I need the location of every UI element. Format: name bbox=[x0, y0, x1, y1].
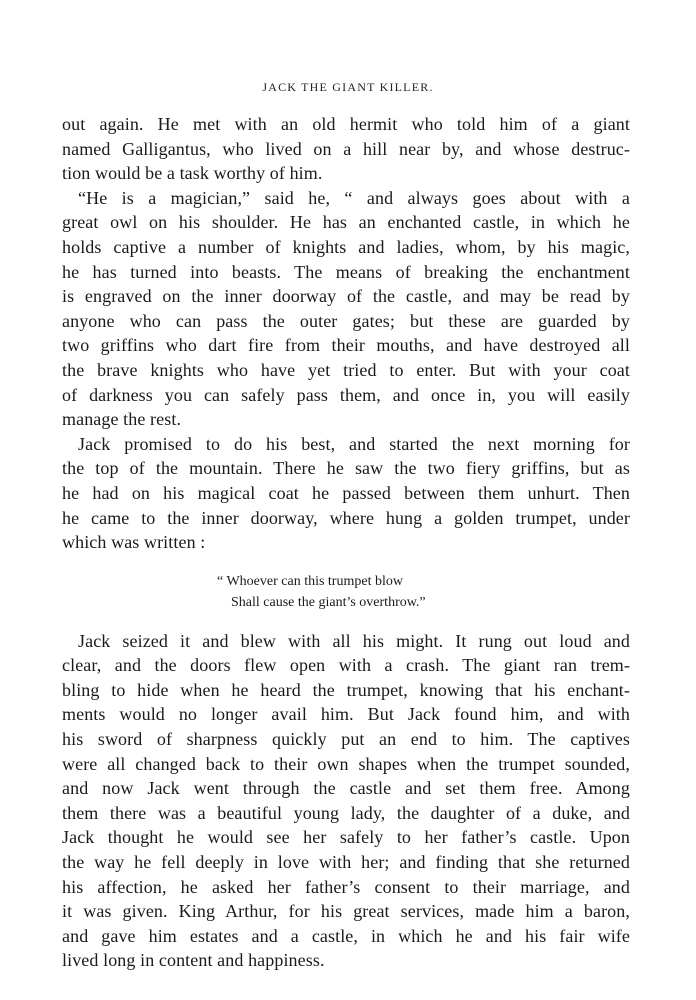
text-line: he had on his magical coat he passed between them unhurt. Then bbox=[62, 482, 630, 503]
text-line: his sword of sharpness quickly put an end to him. The captives bbox=[62, 729, 630, 750]
text-line: holds captive a number of knights and ladies, whom, by his magic, bbox=[62, 236, 630, 257]
verse-line: “ Whoever can this trumpet blow bbox=[217, 573, 403, 589]
text-line: tion would be a task worthy of him. bbox=[62, 163, 323, 184]
text-line: lived long in content and happiness. bbox=[62, 950, 325, 971]
text-line: were all changed back to their own shapes when the trumpet sounded, bbox=[62, 753, 630, 774]
text-line: and now Jack went through the castle and set them free. Among bbox=[62, 778, 630, 799]
verse-inscription bbox=[62, 571, 630, 613]
text-line: and gave him estates and a castle, in which he and his fair wife bbox=[62, 925, 630, 946]
text-line: the way he fell deeply in love with her; and finding that she returned bbox=[62, 852, 630, 873]
text-line: two griffins who dart fire from their mouths, and have destroyed all bbox=[62, 335, 630, 356]
text-line: bling to hide when he heard the trumpet, knowing that his enchant- bbox=[62, 679, 630, 700]
text-line: named Galligantus, who lived on a hill near by, and whose destruc- bbox=[62, 138, 630, 159]
text-line: is engraved on the inner doorway of the castle, and may be read by bbox=[62, 286, 630, 307]
text-line: out again. He met with an old hermit who told him of a giant bbox=[62, 114, 630, 134]
text-line: which was written : bbox=[62, 532, 206, 553]
paragraph-3 bbox=[62, 432, 630, 555]
text-line: clear, and the doors flew open with a crash. The giant ran trem- bbox=[62, 655, 630, 676]
text-line: “He is a magician,” said he, “ and always goes about with a bbox=[78, 187, 630, 208]
page-body bbox=[62, 112, 630, 973]
paragraph-4 bbox=[62, 629, 630, 973]
text-line: he came to the inner doorway, where hung a golden trumpet, under bbox=[62, 507, 630, 528]
text-line: Jack seized it and blew with all his might. It rung out loud and bbox=[78, 630, 630, 651]
paragraph-2 bbox=[62, 186, 630, 432]
text-line: great owl on his shoulder. He has an enchanted castle, in which he bbox=[62, 212, 630, 233]
text-line: he has turned into beasts. The means of breaking the enchantment bbox=[62, 261, 630, 282]
text-line: them there was a beautiful young lady, the daughter of a duke, and bbox=[62, 802, 630, 823]
running-head: JACK THE GIANT KILLER. bbox=[262, 80, 434, 94]
text-line: his affection, he asked her father’s consent to their marriage, and bbox=[62, 876, 630, 897]
text-line: the top of the mountain. There he saw the two fiery griffins, but as bbox=[62, 458, 630, 479]
text-line: ments would no longer avail him. But Jack found him, and with bbox=[62, 704, 630, 725]
text-line: Jack thought he would see her safely to her father’s castle. Upon bbox=[62, 827, 630, 848]
text-line: it was given. King Arthur, for his great services, made him a baron, bbox=[62, 901, 630, 922]
paragraph-1 bbox=[62, 112, 630, 186]
text-line: the brave knights who have yet tried to enter. But with your coat bbox=[62, 359, 630, 380]
verse-line: Shall cause the giant’s overthrow.” bbox=[231, 594, 426, 610]
text-line: manage the rest. bbox=[62, 409, 182, 430]
text-line: of darkness you can safely pass them, and once in, you will easily bbox=[62, 384, 630, 405]
text-line: Jack promised to do his best, and started the next morning for bbox=[78, 433, 630, 454]
text-line: anyone who can pass the outer gates; but these are guarded by bbox=[62, 310, 630, 331]
